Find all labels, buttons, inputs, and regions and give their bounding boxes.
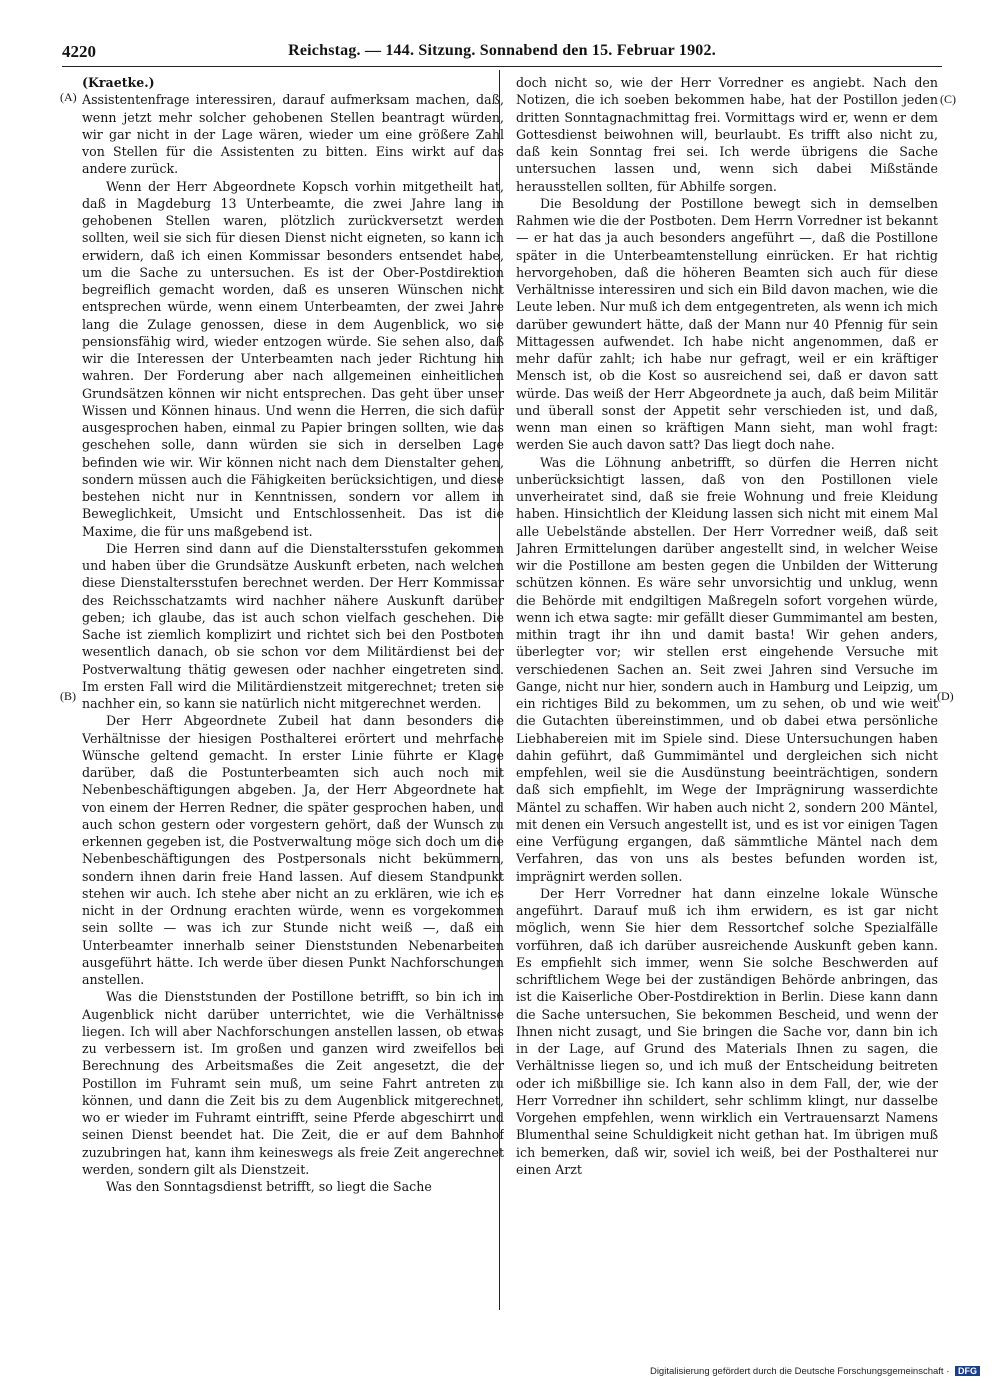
paragraph: doch nicht so, wie der Herr Vorredner es angiebt. Nach den Notizen, die ich soeben bekommen habe, hat der Postillon jeden dritten Sonntagnachmittag frei. Vormittags wird er, wenn er dem Gottesdienst beiwohnen will, beurlaubt. Es trifft also nicht zu, daß kein Sonntag frei sei. Ich werde übrigens die Sache untersuchen lassen und, wenn sich dabei Mißstände herausstellen sollten, für Abhilfe sorgen. — [516, 75, 938, 194]
paragraph: Der Herr Vorredner hat dann einzelne lokale Wünsche angeführt. Darauf muß ich ihm erwidern, es ist gar nicht möglich, wenn Sie hier dem Ressortchef solche Spezialfälle vorführen, daß ich darüber ausreichende Auskunft geben kann. Es empfiehlt sich immer, wenn Sie solche Beschwerden auf schriftlichem Wege bei der zuständigen Behörde anbringen, das ist die Kaiserliche Ober-Postdirektion in Berlin. Diese kann dann die Sache untersuchen, Sie bekommen Bescheid, und wenn der Ihnen nicht zusagt, und Sie bringen die Sache vor, dann bin ich in der Lage, auf Grund des Materials Ihnen zu sagen, die Verhältnisse liegen so, und ich muß der Entscheidung beitreten oder ich mißbillige sie. Ich kann also in dem Fall, der, wie der Herr Vorredner ihn schildert, sehr schlimm klingt, nur dasselbe Vorgehen empfehlen, wenn wirklich ein Vertrauensarzt Namens Blumenthal seine Schuldigkeit nicht gethan hat. Im übrigen muß ich bemerken, daß wir, soviel ich weiß, bei der Posthalterei nur einen Arzt — [516, 885, 938, 1177]
column-divider — [499, 70, 500, 1310]
left-column — [82, 74, 504, 1296]
paragraph: Der Herr Abgeordnete Zubeil hat dann besonders die Verhältnisse der hiesigen Posthalterei erörtert und mehrfache Wünsche geltend gemacht. In erster Linie führte er Klage darüber, daß die Postunterbeamten sich auch noch mit Nebenbeschäftigungen abgeben. Ja, der Herr Abgeordnete hat von einem der Herren Redner, die später gesprochen haben, und auch schon gestern oder vorgestern gehört, daß der Wunsch zu erkennen gegeben ist, die Postverwaltung möge sich doch um die Nebenbeschäftigungen des Postpersonals nicht bekümmern, sondern ihnen darin freie Hand lassen. Auf diesem Standpunkt stehen wir auch. Ich stehe aber nicht an zu erklären, wie ich es nicht in der Ordnung erachten würde, wenn es vorgekommen sein sollte — was ich zur Stunde nicht weiß —, daß ein Unterbeamter innerhalb seiner Dienststunden Nebenarbeiten ausgeführt hätte. Ich werde über diesen Punkt Nachforschungen anstellen. — [82, 713, 504, 987]
margin-marker-d: (D) — [937, 689, 954, 703]
paragraph: Die Herren sind dann auf die Dienstaltersstufen gekommen und haben über die Grundsätze Auskunft erbeten, nach welchen diese Dienstaltersstufen berechnet werden. Der Herr Kommissar des Reichsschatzamts wird nachher nähere Auskunft darüber geben; ich glaube, das ist auch schon vielfach geschehen. Die Sache ist ziemlich komplizirt und richtet sich bei den Postboten wesentlich danach, ob sie schon vor dem Militärdienst bei der Postverwaltung thätig gewesen oder nachher eingetreten sind. Im ersten Fall wird die Militärdienstzeit mitgerechnet; treten sie nachher ein, so kann sie natürlich nicht mitgerechnet werden. — [82, 540, 504, 711]
footer-text: Digitalisierung gefördert durch die Deutsche Forschungsgemeinschaft · — [649, 1366, 950, 1377]
paragraph: Was die Löhnung anbetrifft, so dürfen die Herren nicht unberücksichtigt lassen, daß von den Postillonen viele unverheiratet sind, daß sie freie Wohnung und freie Kleidung haben. Hinsichtlich der Kleidung lassen sich nicht mit einem Mal alle Uebelstände abstellen. Der Herr Vorredner weiß, daß seit Jahren Ermittelungen darüber angestellt sind, in welcher Weise wir die Postillone am besten gegen die Unbilden der Witterung schützen können. Es wäre sehr unvorsichtig und unklug, wenn die Behörde mit endgiltigen Maßregeln sofort vorgehen würde, wenn ich etwa sagte: mir gefällt dieser Gummimantel am besten, mithin tragt ihr ihn und damit basta! Wir gehen anders, überlegter vor; wir stellen erst eingehende Versuche mit verschiedenen Sachen an. Seit zwei Jahren sind Versuche im Gange, nicht nur hier, sondern auch in Hamburg und Leipzig, um ein richtiges Bild zu bekommen, um zu sehen, ob und wie weit die Gutachten übereinstimmen, und ob dabei etwa persönliche Liebhabereien mit im Spiele sind. Diese Untersuchungen haben dahin geführt, daß Gummimäntel und dergleichen sich nicht empfehlen, weil sie die Ausdünstung beeinträchtigen, sondern daß sich empfiehlt, im Wege der Imprägnirung wasserdichte Mäntel zu schaffen. Wir haben auch nicht 2, sondern 200 Mäntel, mit denen ein Versuch angestellt ist, und es ist vor einigen Tagen eine Verfügung ergangen, daß sämmtliche Mäntel nach dem Verfahren, das von uns als bestes befunden worden ist, imprägnirt werden sollen. — [516, 454, 938, 884]
paragraph: Was die Dienststunden der Postillone betrifft, so bin ich im Augenblick nicht darüber unterrichtet, wie die Verhältnisse liegen. Ich will aber Nachforschungen anstellen lassen, ob etwas zu verbessern ist. Im großen und ganzen wird zweifellos bei Berechnung des Arbeitsmaßes die Zeit angesetzt, die der Postillon im Fuhramt sein muß, um seine Fahrt antreten zu können, und dann die Zeit bis zu dem Augenblick mitgerechnet, wo er wieder im Fuhramt eintrifft, seine Pferde abgeschirrt und seinen Dienst beendet hat. Die Zeit, die er auf dem Bahnhof zuzubringen hat, kann ihm keineswegs als freie Zeit angerechnet werden, sondern gilt als Dienstzeit. — [82, 989, 504, 1177]
paragraph: Assistentenfrage interessiren, darauf aufmerksam machen, daß, wenn jetzt mehr solcher gehobenen Stellen beantragt würden, wir gar nicht in der Lage wären, wieder um eine größere Zahl von Stellen für die Assistenten zu bitten. Eins wirkt auf das andere zurück. — [82, 92, 504, 177]
running-head: Reichstag. — 144. Sitzung. Sonnabend den 15. Februar 1902. — [288, 42, 716, 59]
dfg-logo: DFG — [955, 1366, 980, 1376]
paragraph: Was den Sonntagsdienst betrifft, so liegt die Sache — [106, 1179, 432, 1194]
right-column — [516, 74, 938, 1296]
speaker-name: (Kraetke.) — [82, 75, 155, 90]
paragraph: Wenn der Herr Abgeordnete Kopsch vorhin mitgetheilt hat, daß in Magdeburg 13 Unterbeamte, die zwei Jahre lang in gehobenen Stellen waren, plötzlich zurückversetzt werden sollten, weil sie sich für diesen Dienst nicht eigneten, so kann ich erwidern, daß ich einen Kommissar besonders entsendet habe, um die Sache zu untersuchen. Es ist der Ober-Postdirektion begreiflich gemacht worden, daß es unseren Wünschen nicht entsprechen würde, wenn einem Unterbeamten, der zwei Jahre lang die Zulage genossen, diese in dem Augenblick, wo sie pensionsfähig wird, wieder entzogen würde. Sie sehen also, daß wir die Interessen der Unterbeamten nach jeder Richtung hin wahren. Der Forderung aber nach allgemeinen einheitlichen Grundsätzen können wir nicht entsprechen. Das geht über unser Wissen und Können hinaus. Und wenn die Herren, die sich dafür ausgesprochen haben, einmal zu Papier bringen sollten, wie das geschehen solle, dann würden sie sich in derselben Lage befinden wie wir. Wir können nicht nach dem Dienstalter gehen, sondern müssen auch die Fähigkeiten berücksichtigen, und diese bestehen nicht nur in Kenntnissen, sondern vor allem in Beweglichkeit, Umsicht und Entschlossenheit. Das ist die Maxime, die für uns maßgebend ist. — [82, 178, 504, 539]
footer-credit — [650, 1366, 980, 1377]
margin-marker-a: (A) — [60, 90, 77, 104]
margin-marker-b: (B) — [60, 689, 76, 703]
header-rule — [62, 66, 942, 67]
paragraph: Die Besoldung der Postillone bewegt sich in demselben Rahmen wie die der Postboten. Dem Herrn Vorredner ist bekannt — er hat das ja auch besonders angeführt —, daß die Postillone später in die Unterbeamtenstellung einrücken. Er hat richtig hervorgehoben, daß die höheren Beamten sich auch für diese Verhältnisse interessiren und sich ein Bild davon machen, wie die Leute leben. Nur muß ich dem entgegentreten, als wenn ich mich darüber gewundert hätte, daß der Mann nur 40 Pfennig für sein Mittagessen aufwendet. Ich habe nicht angenommen, daß er mehr dafür zahlt; ich habe nur gefragt, weil er ein kräftiger Mensch ist, ob die Kost so ausreichend sei, daß er davon satt würde. Das weiß der Herr Abgeordnete ja auch, daß beim Militär und überall sonst der Appetit sehr verschieden ist, und daß, wenn man einen so kräftigen Mann sieht, man wohl fragt: werden Sie auch davon satt? Das liegt doch nahe. — [516, 195, 938, 453]
margin-marker-c: (C) — [940, 92, 956, 106]
page-header — [62, 40, 942, 66]
page-number: 4220 — [62, 42, 96, 61]
